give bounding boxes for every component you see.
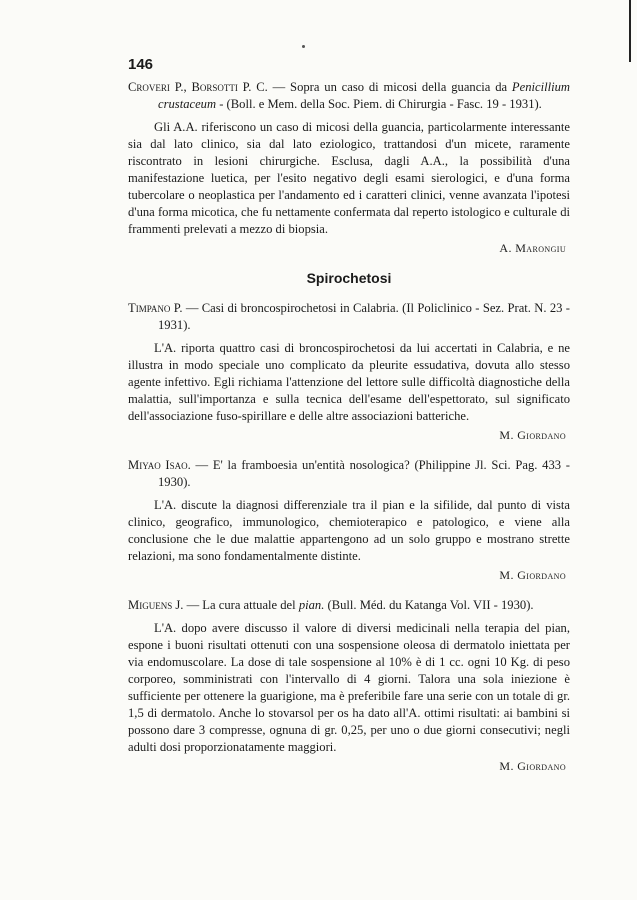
section-heading: Spirochetosi — [306, 270, 392, 286]
review-entry-timpano — [128, 300, 570, 443]
citation-title: — Sopra un caso di micosi della guancia da — [272, 80, 508, 94]
citation — [128, 597, 570, 614]
citation-source: (Bull. Méd. du Katanga Vol. VII - 1930). — [327, 598, 534, 612]
reviewer-signature: M. Giordano — [499, 759, 566, 773]
review-entry-croveri — [128, 79, 570, 256]
review-entry-miyao — [128, 457, 570, 583]
citation-organism: Penicillium crustaceum — [158, 80, 570, 111]
citation-authors: Croveri P., Borsotti P. C. — [128, 80, 268, 94]
abstract-text: Gli A.A. riferiscono un caso di micosi della guancia, particolarmente interessante sia dal lato clinico, sia dal lato eziologico, trattandosi d'un micete, raramente riscontrato in lesioni chirurgiche. Esclusa, dagli A.A., la possibilità d'una manifestazione luetica, per l'esito negativo degli esami sierologici, e d'una forma tubercolare o neoplastica per l'andamento ed i caratteri clinici, venne avanzata l'ipotesi d'una forma micotica, che fu nettamente confermata dal reperto istologico e culturale di frammenti prelevati a mezzo di biopsia. — [128, 120, 570, 236]
journal-page — [128, 56, 570, 774]
citation — [128, 457, 570, 491]
reviewer-signature: A. Marongiu — [499, 241, 566, 255]
citation — [128, 79, 570, 113]
citation-text: — E' la framboesia un'entità nosologica? (Philippine Jl. Sci. Pag. 433 - 1930). — [158, 458, 570, 489]
citation-authors: Miyao Isao. — [128, 458, 191, 472]
citation — [128, 300, 570, 334]
page-number: 146 — [128, 56, 154, 73]
reviewer-signature: M. Giordano — [499, 568, 566, 582]
scan-dust-dot — [302, 45, 305, 48]
abstract-text: L'A. dopo avere discusso il valore di diversi medicinali nella terapia del pian, espone i buoni risultati ottenuti con una sospensione oleosa di dermatolo iniettata per via endomuscolare. La dose di tale sospensione al 10% è di 1 cc. ogni 10 Kg. di peso corporeo, somministrati con l'intervallo di 4 giorni. Talora una sola iniezione è sufficiente per ottenere la guarigione, ma è preferibile fare una serie con un totale di gr. 1,5 di dermatolo. Anche lo stovarsol per os ha dato all'A. ottimi risultati: ai bambini si possono dare 3 compresse, ognuna di gr. 0,25, per uno o due giorni consecutivi; negli adulti dosi proporzionatamente maggiori. — [128, 621, 570, 754]
abstract-text: L'A. riporta quattro casi di broncospirochetosi da lui accertati in Calabria, e ne illustra in modo speciale uno complicato da pleurite essudativa, dovuta allo stesso agente infettivo. Egli richiama l'attenzione del lettore sulle difficoltà diagnostiche della malattia, sull'importanza e sulla tecnica dell'esame dell'espettorato, sul significato dell'associazione fuso-spirillare e delle altre associazioni batteriche. — [128, 341, 570, 423]
review-entry-miguens — [128, 597, 570, 774]
citation-source: - (Boll. e Mem. della Soc. Piem. di Chirurgia - Fasc. 19 - 1931). — [219, 97, 542, 111]
citation-authors: Timpano P. — [128, 301, 183, 315]
scan-edge-mark — [629, 0, 631, 62]
citation-text: — Casi di broncospirochetosi in Calabria. (Il Policlinico - Sez. Prat. N. 23 - 1931). — [158, 301, 571, 332]
citation-title-italic: pian. — [298, 598, 325, 612]
abstract-text: L'A. discute la diagnosi differenziale tra il pian e la sifilide, dal punto di vista clinico, geografico, immunologico, chemioterapico e patologico, e viene alla conclusione che le due malattie appartengono ad un solo gruppo e mostrano strette relazioni, ma sono fondamentalmente distinte. — [128, 498, 570, 563]
citation-title: — La cura attuale del — [186, 598, 296, 612]
citation-authors: Miguens J. — [128, 598, 184, 612]
spacer — [128, 443, 570, 457]
spacer — [128, 583, 570, 597]
reviewer-signature: M. Giordano — [499, 428, 566, 442]
